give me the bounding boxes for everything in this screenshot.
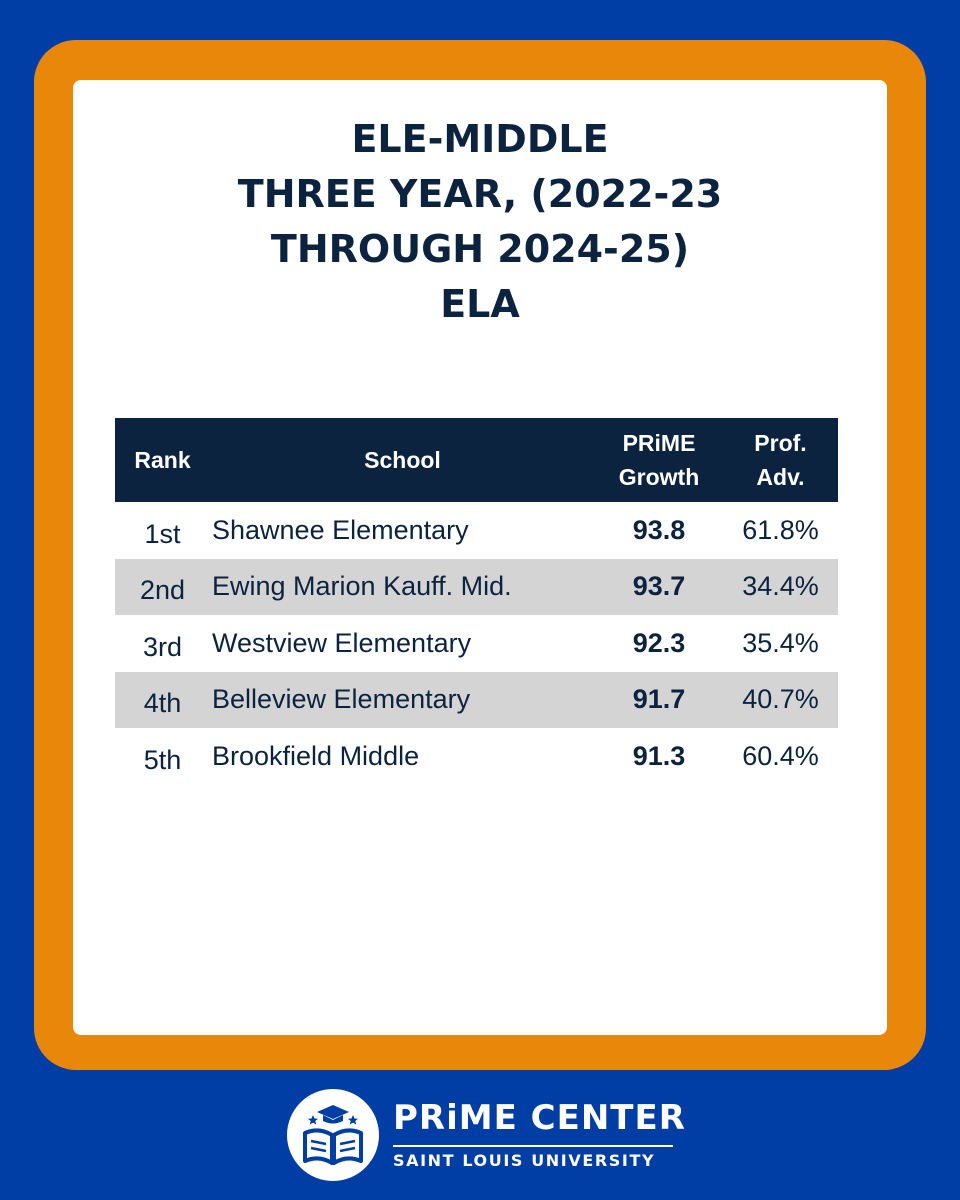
- header-school: School: [364, 446, 441, 473]
- table-row: [115, 502, 838, 559]
- rankings-table: [115, 418, 838, 785]
- cell-school: Belleview Elementary: [212, 684, 471, 715]
- book-graduation-cap-icon: [287, 1089, 379, 1181]
- title-line: ELA: [440, 282, 520, 326]
- title-line: THROUGH 2024-25): [270, 227, 690, 271]
- title-line: ELE-MIDDLE: [351, 117, 609, 161]
- header-growth-line1: PRiME: [622, 430, 696, 456]
- cell-rank: 4th: [143, 688, 182, 719]
- cell-prof: 34.4%: [742, 571, 819, 602]
- header-growth-line2: Growth: [618, 464, 700, 490]
- brand-divider: [393, 1145, 673, 1147]
- table-row: [115, 672, 838, 729]
- cell-growth: 93.8: [632, 514, 686, 545]
- cell-prof: 35.4%: [742, 627, 819, 658]
- cell-school: Brookfield Middle: [212, 740, 420, 771]
- brand-name: PRiME CENTER: [393, 1098, 686, 1138]
- cell-rank: 1st: [144, 518, 181, 549]
- cell-prof: 61.8%: [742, 514, 819, 545]
- header-prof: [723, 426, 838, 494]
- cell-school: Shawnee Elementary: [212, 514, 469, 545]
- logo-graphic: [287, 1089, 379, 1181]
- table-row: [115, 615, 838, 672]
- cell-growth: 92.3: [632, 627, 686, 658]
- header-prof-line2: Adv.: [756, 464, 805, 490]
- cell-school: Westview Elementary: [212, 627, 472, 658]
- header-growth: [595, 426, 723, 494]
- cell-school: Ewing Marion Kauff. Mid.: [212, 571, 512, 602]
- table-row: [115, 559, 838, 616]
- table-header: [115, 418, 838, 502]
- brand-subtitle: SAINT LOUIS UNIVERSITY: [393, 1151, 656, 1170]
- cell-growth: 91.3: [632, 740, 686, 771]
- cell-rank: 3rd: [142, 631, 183, 662]
- cell-growth: 91.7: [632, 684, 686, 715]
- page-title: [73, 112, 887, 332]
- cell-prof: 60.4%: [742, 740, 819, 771]
- cell-rank: 5th: [143, 744, 182, 775]
- title-line: THREE YEAR, (2022-23: [237, 172, 723, 216]
- cell-growth: 93.7: [632, 571, 686, 602]
- cell-rank: 2nd: [139, 575, 186, 606]
- table-row: [115, 728, 838, 785]
- cell-prof: 40.7%: [742, 684, 819, 715]
- header-rank: Rank: [134, 446, 191, 473]
- header-prof-line1: Prof.: [754, 430, 807, 456]
